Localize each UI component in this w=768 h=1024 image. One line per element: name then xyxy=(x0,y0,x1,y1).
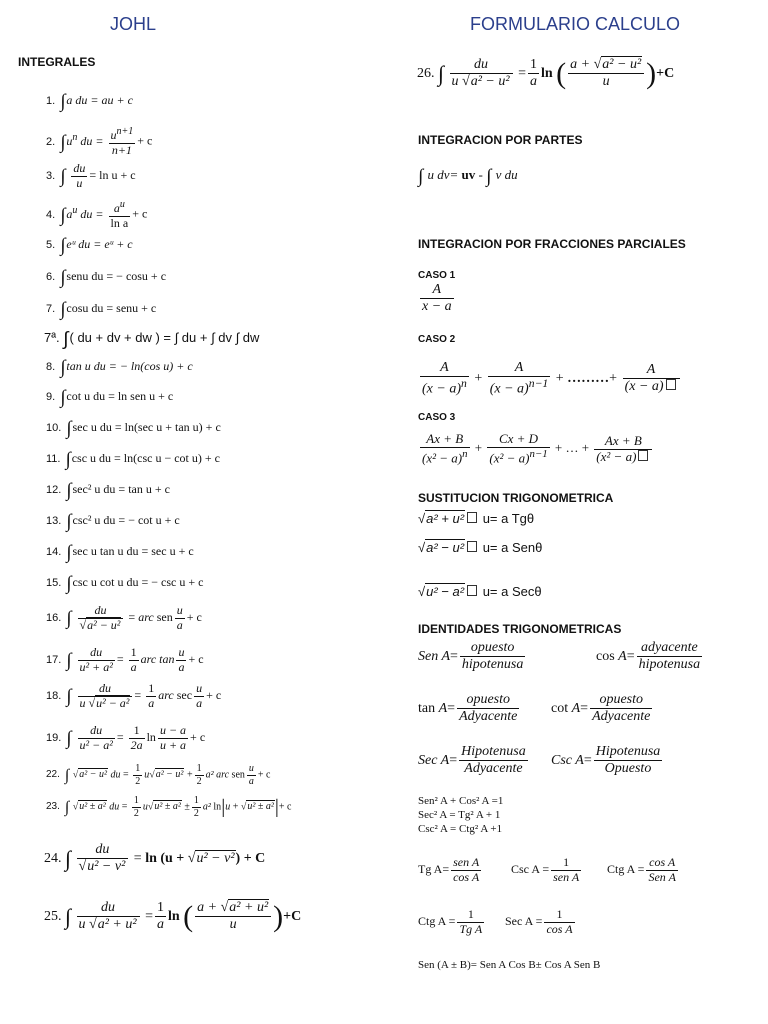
integral-14: 14. ∫sec u tan u du = sec u + c xyxy=(46,542,194,563)
identidad-ctg2: Ctg A = $\frac{1}{\text{Tg A}}$ xyxy=(418,907,483,936)
identidad-tan: tan A= $\frac{\text{opuesto}}{\text{Adyacente}}$ xyxy=(418,692,518,725)
identidad-cot: cot A= $\frac{\text{opuesto}}{\text{Adyacente}}$ xyxy=(551,692,651,725)
identidad-cos: cos A= $\frac{\text{adyacente}}{\text{hipotenusa}}$ xyxy=(596,640,701,673)
integral-17: 17. ∫ $\frac{du}{\text{u² + a²}}$ = $\frac{1}{a}$ arc tan $\frac{u}{a}$ + c xyxy=(46,645,204,674)
integral-5: 5. ∫eᵘ du = eᵘ + c xyxy=(46,235,133,256)
identidad-csc: Csc A= $\frac{\text{Hipotenusa}}{\text{Opuesto}}$ xyxy=(551,744,661,777)
integral-26: 26. ∫ $\frac{du}{\text{u √a² − u²}}$ = $\frac{1}{a}$ ln ( $\frac{\text{a + √a² − u²}}{u}$ )+C xyxy=(417,56,675,90)
identidad-suma: Sen (A ± B)= Sen A Cos B± Cos A Sen B xyxy=(418,959,601,971)
identidades-pitagoricas: Sen² A + Cos² A =1 Sec² A = Tg² A + 1 Csc² A = Ctg² A +1 xyxy=(418,795,504,835)
identidad-sec: Sec A= $\frac{\text{Hipotenusa}}{\text{Adyacente}}$ xyxy=(418,744,526,777)
header-title: FORMULARIO CALCULO xyxy=(470,14,681,34)
section-integrales: INTEGRALES xyxy=(18,55,96,69)
identidad-tg: Tg A= $\frac{\text{sen A}}{\text{cos A}}$ xyxy=(418,855,480,884)
integral-2: 2. $\int u^n$ du = $\frac{u^{n+1}}{n+1}$ + c xyxy=(46,126,153,157)
integral-18: 18. ∫ $\frac{du}{\text{u √u² − a²}}$ = $\frac{1}{a}$ arc sec $\frac{u}{a}$ + c xyxy=(46,681,222,710)
caso2-formula: $\frac{A}{(x - a)^n}$ + $\frac{A}{(x - a)^{n-1}}$ + ………+ $\frac{A}{(x - a)}$ xyxy=(418,360,682,398)
integral-4: 4. $\int a^u$ du = $\frac{a^u}{\text{ln a}}$ + c xyxy=(46,199,148,230)
sustitucion-3: √u² − a² u= a Secθ xyxy=(418,584,542,599)
integral-24: 24. ∫ $\frac{du}{\text{√u² − v²}}$ = ln (u + √u² − v²) + C xyxy=(44,842,266,875)
section-sustitucion: SUSTITUCION TRIGONOMETRICA xyxy=(418,491,614,505)
identidad-ctg: Ctg A = $\frac{\text{cos A}}{\text{Sen A}}$ xyxy=(607,855,676,884)
integral-16: 16. ∫ $\frac{du}{\text{√a² − u²}}$ = arc sen $\frac{u}{a}$ + c xyxy=(46,603,202,632)
integral-3: 3. ∫ $\frac{du}{u}$ = ln u + c xyxy=(46,161,136,190)
integral-11: 11. ∫csc u du = ln(csc u − cot u) + c xyxy=(46,449,220,470)
section-partes: INTEGRACION POR PARTES xyxy=(418,133,583,147)
integral-13: 13. ∫csc² u du = − cot u + c xyxy=(46,511,180,532)
caso3-formula: $\frac{Ax + B}{(x^2 - a)^n}$ + $\frac{Cx + D}{(x^2 - a)^{n-1}}$ + … + $\frac{Ax + B}{\text{(x² − a)}}$ xyxy=(418,432,654,466)
section-caso2: CASO 2 xyxy=(418,334,456,345)
integral-19: 19. ∫ $\frac{du}{\text{u² − a²}}$ = $\frac{1}{2a}$ ln $\frac{u - a}{u + a}$ + c xyxy=(46,723,206,752)
section-caso1: CASO 1 xyxy=(418,270,456,281)
integral-8: 8. ∫tan u du = − ln(cos u) + c xyxy=(46,357,193,378)
caso1-formula: $\frac{A}{x - a}$ xyxy=(422,282,452,315)
integral-12: 12. ∫sec² u du = tan u + c xyxy=(46,480,170,501)
section-fracciones: INTEGRACION POR FRACCIONES PARCIALES xyxy=(418,237,686,251)
identidad-csc2: Csc A = $\frac{1}{\text{sen A}}$ xyxy=(511,855,580,884)
integral-15: 15. ∫csc u cot u du = − csc u + c xyxy=(46,573,204,594)
integral-1: 1. ∫a du = au + c xyxy=(46,91,133,112)
formula-partes: ∫ u dv= uv - ∫ v du xyxy=(418,166,518,187)
integral-25: 25. ∫ $\frac{du}{\text{u √a² + u²}}$ = $\frac{1}{a}$ ln ( $\frac{\text{a + √a² + u²}}{u}$ )+C xyxy=(44,899,302,933)
integral-23: 23. ∫ √u² ± a² du = $\frac{1}{2}$ u√u² ± a² ± $\frac{1}{2}$ a² ln|u + √u² ± a²|+ c xyxy=(46,795,292,819)
integral-10: 10. ∫sec u du = ln(sec u + tan u) + c xyxy=(46,418,221,439)
integral-7a: 7ª. ∫( du + dv + dw ) = ∫ du + ∫ dv ∫ dw xyxy=(44,329,260,350)
identidad-sen: Sen A= $\frac{\text{opuesto}}{\text{hipotenusa}}$ xyxy=(418,640,524,673)
header-left: JOHL xyxy=(110,14,157,34)
section-caso3: CASO 3 xyxy=(418,412,456,423)
identidad-sec2: Sec A = $\frac{1}{\text{cos A}}$ xyxy=(505,907,573,936)
integral-22: 22. ∫ √a² − u² du = $\frac{1}{2}$ u√a² − u² + $\frac{1}{2}$ a² arc sen $\frac{u}{a}$ + c xyxy=(46,763,271,787)
sustitucion-2: √a² − u² u= a Senθ xyxy=(418,540,543,555)
integral-7: 7. ∫cosu du = senu + c xyxy=(46,299,157,320)
integral-6: 6. ∫senu du = − cosu + c xyxy=(46,267,167,288)
section-identidades: IDENTIDADES TRIGONOMETRICAS xyxy=(418,622,622,636)
integral-9: 9. ∫cot u du = ln sen u + c xyxy=(46,387,174,408)
sustitucion-1: √a² + u² u= a Tgθ xyxy=(418,511,535,526)
